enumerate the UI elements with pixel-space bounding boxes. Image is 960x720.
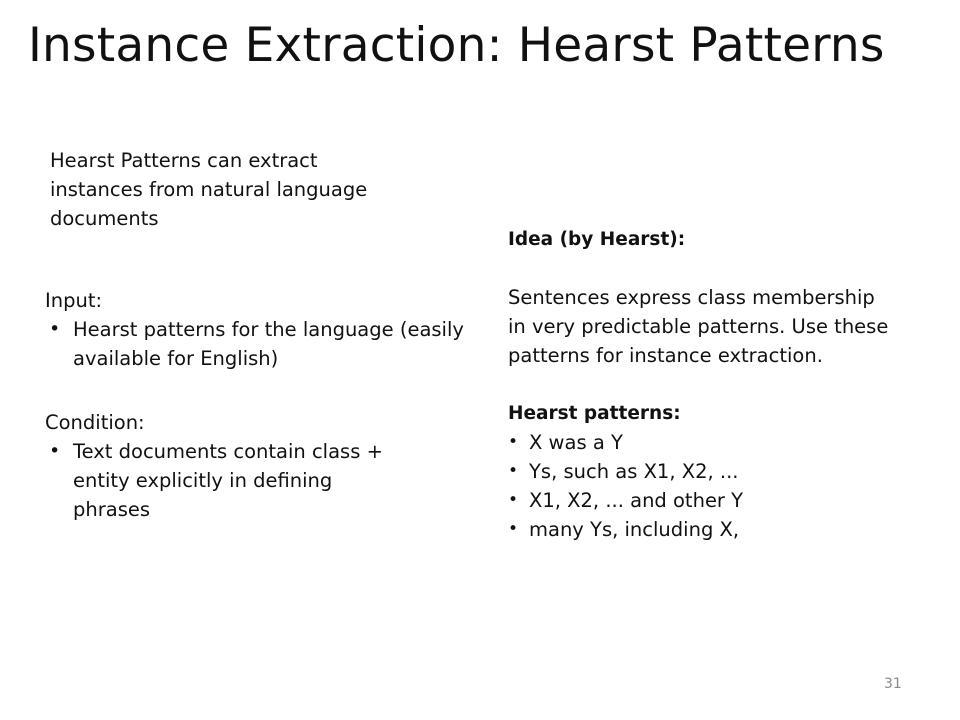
intro-text: Hearst Patterns can extract instances from natural language documents [50, 149, 368, 230]
patterns-heading: Hearst patterns: [508, 403, 681, 424]
idea-line: Sentences express class membership [508, 286, 875, 309]
idea-line: patterns for instance extraction. [508, 344, 823, 367]
input-list [45, 315, 465, 373]
condition-list-item: • Text documents contain class + entity explicitly in defining phrases [45, 437, 385, 524]
condition-list [45, 437, 385, 524]
pattern-item: • X was a Y [508, 428, 956, 457]
pattern-item: • many Ys, including X, [508, 515, 956, 544]
condition-section [45, 408, 385, 524]
input-list-item: • Hearst patterns for the language (easily available for English) [45, 315, 465, 373]
pattern-item: • Ys, such as X1, X2, ... [508, 457, 956, 486]
page-number: 31 [884, 676, 902, 692]
idea-section [508, 225, 956, 544]
condition-heading: Condition: [45, 411, 145, 434]
slide-title: Instance Extraction: Hearst Patterns [28, 18, 885, 73]
patterns-list [508, 428, 956, 544]
idea-line: in very predictable patterns. Use these [508, 315, 889, 338]
idea-heading: Idea (by Hearst): [508, 229, 686, 250]
input-section [45, 286, 465, 373]
input-heading: Input: [45, 289, 103, 312]
pattern-item: • X1, X2, ... and other Y [508, 486, 956, 515]
